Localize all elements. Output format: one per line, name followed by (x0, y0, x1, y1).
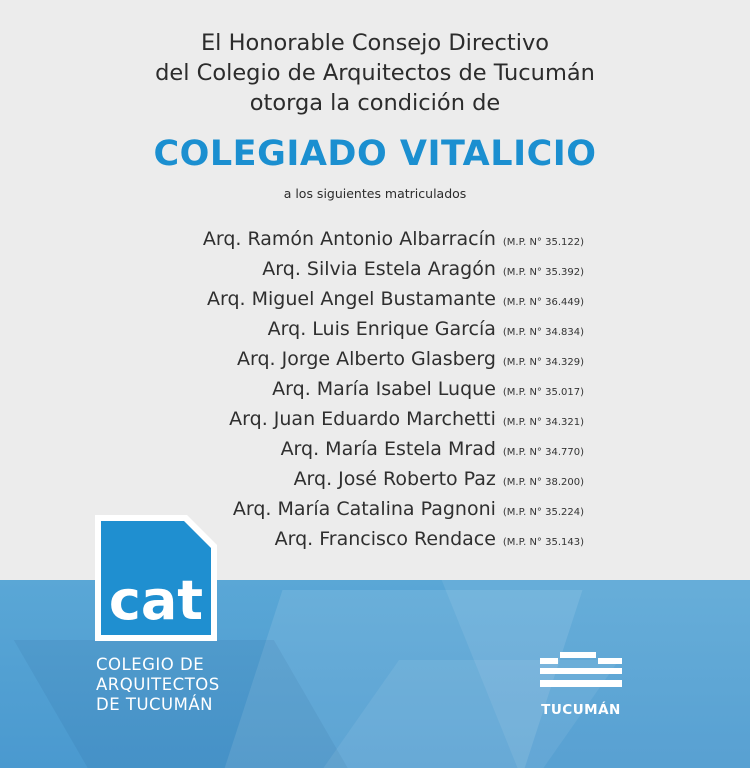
member-row (281, 438, 584, 468)
member-row (207, 288, 584, 318)
member-row (275, 528, 584, 558)
tucuman-label: TUCUMÁN (541, 702, 621, 718)
intro-line: otorga la condición de (249, 90, 501, 116)
subtitle: a los siguientes matriculados (283, 186, 467, 201)
member-registration: (M.P. N° 36.449) (502, 297, 584, 308)
intro-line: El Honorable Consejo Directivo (200, 30, 550, 56)
org-name-line: COLEGIO DE (96, 655, 205, 674)
member-row (268, 318, 584, 348)
org-name-line: ARQUITECTOS (96, 675, 220, 694)
member-row (203, 228, 584, 258)
member-name: Arq. Miguel Angel Bustamante (207, 288, 496, 310)
member-row (237, 348, 584, 378)
org-name-line: DE TUCUMÁN (96, 695, 213, 714)
member-name: Arq. Juan Eduardo Marchetti (229, 408, 496, 430)
member-registration: (M.P. N° 35.143) (502, 537, 584, 548)
tucuman-logo-icon (538, 652, 624, 688)
member-row (272, 378, 584, 408)
member-name: Arq. María Isabel Luque (272, 378, 496, 400)
member-registration: (M.P. N° 34.834) (502, 327, 584, 338)
member-registration: (M.P. N° 35.122) (502, 237, 584, 248)
member-name: Arq. Ramón Antonio Albarracín (202, 228, 496, 250)
member-row (229, 408, 584, 438)
member-registration: (M.P. N° 34.321) (502, 417, 584, 428)
member-registration: (M.P. N° 35.017) (502, 387, 584, 398)
member-name: Arq. Jorge Alberto Glasberg (237, 348, 496, 370)
member-row (233, 498, 584, 528)
member-name: Arq. Luis Enrique García (267, 318, 496, 340)
member-name: Arq. Silvia Estela Aragón (262, 258, 496, 280)
cat-logo-icon (95, 515, 217, 641)
member-name: Arq. José Roberto Paz (293, 468, 496, 490)
intro-line: del Colegio de Arquitectos de Tucumán (155, 60, 595, 86)
headline: COLEGIADO VITALICIO (153, 134, 597, 174)
member-registration: (M.P. N° 38.200) (502, 477, 584, 488)
member-name: Arq. María Estela Mrad (280, 438, 496, 460)
member-registration: (M.P. N° 35.224) (502, 507, 584, 518)
member-name: Arq. María Catalina Pagnoni (232, 498, 496, 520)
intro-text (0, 28, 750, 118)
cat-logo-text: cat (108, 569, 204, 632)
member-registration: (M.P. N° 35.392) (502, 267, 584, 278)
member-registration: (M.P. N° 34.770) (502, 447, 584, 458)
member-row (294, 468, 584, 498)
org-name (96, 655, 276, 715)
member-name: Arq. Francisco Rendace (274, 528, 496, 550)
member-row (262, 258, 584, 288)
member-registration: (M.P. N° 34.329) (502, 357, 584, 368)
